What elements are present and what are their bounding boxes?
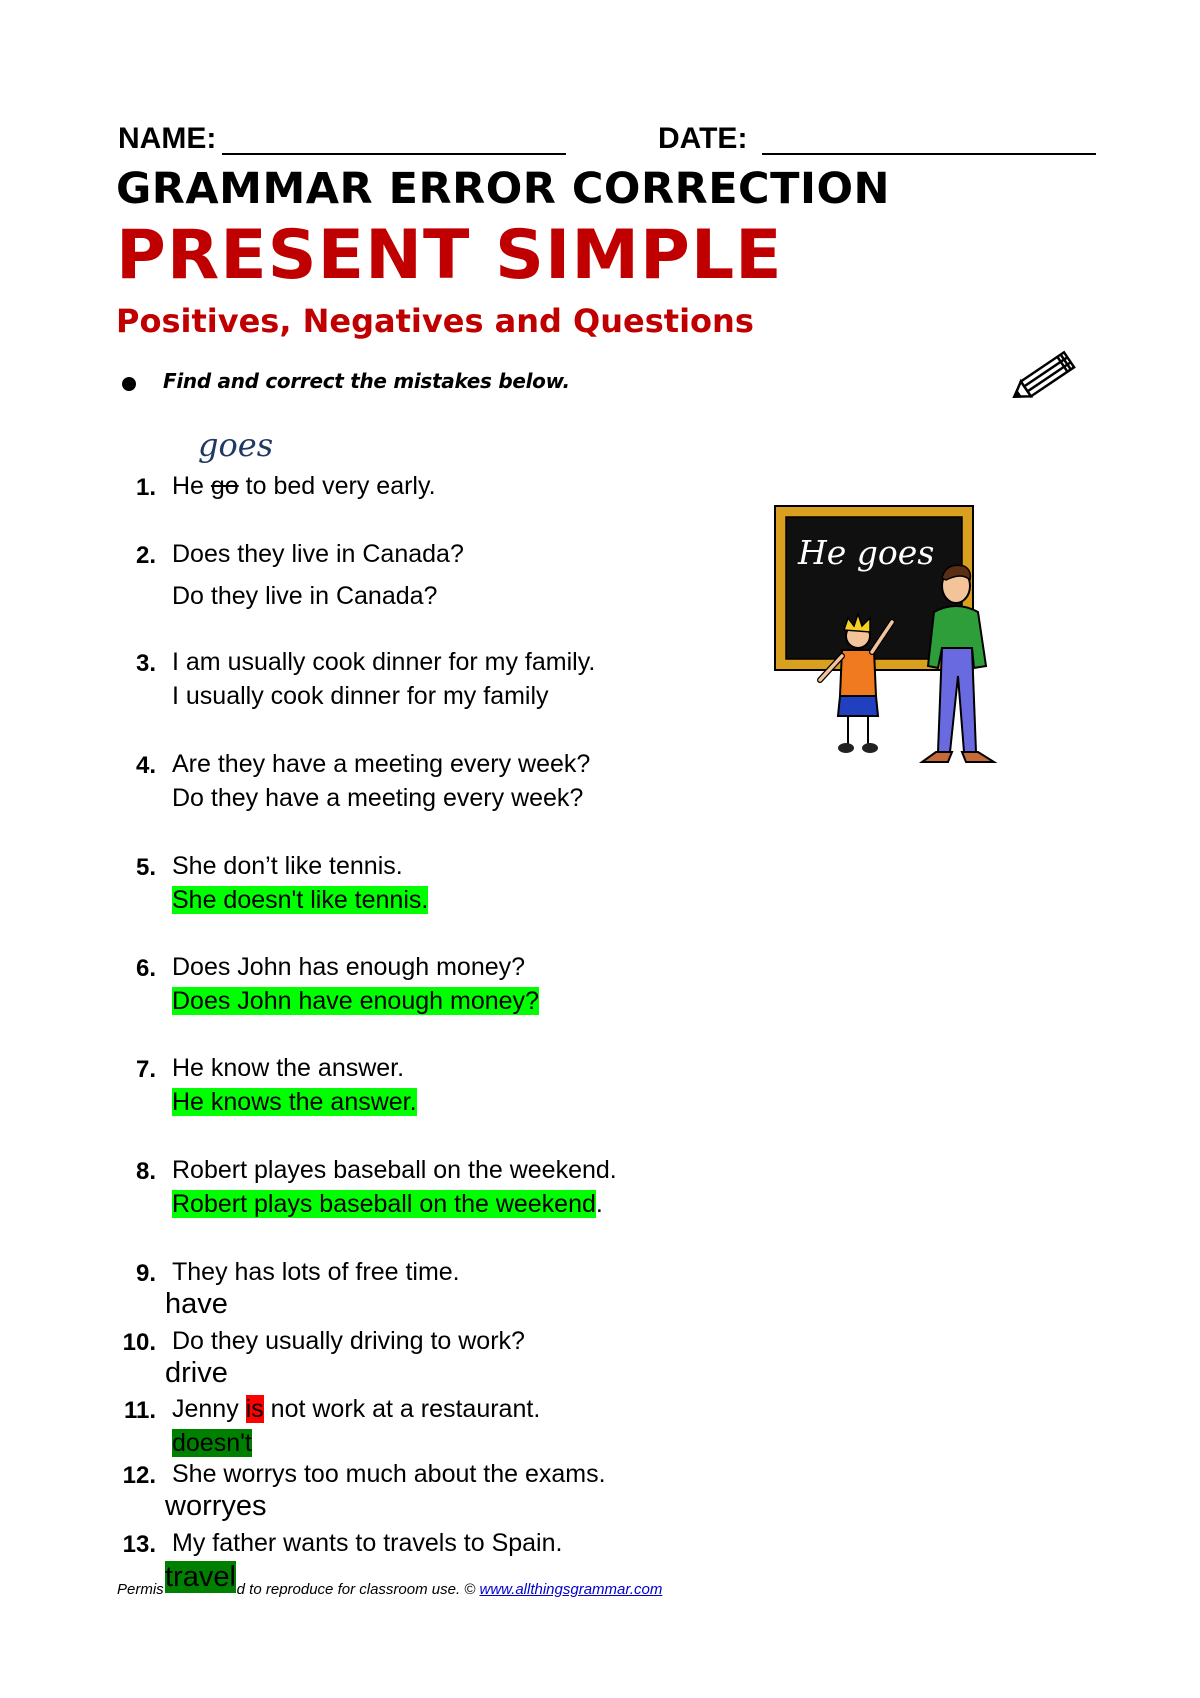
item-3-answer[interactable]: I usually cook dinner for my family	[172, 682, 549, 710]
item-4-question: Are they have a meeting every week?	[172, 750, 591, 778]
bullet-icon	[122, 377, 136, 391]
worksheet-title: GRAMMAR ERROR CORRECTION	[116, 164, 890, 214]
footer-website-link[interactable]: www.allthingsgrammar.com	[479, 1581, 663, 1598]
item-12-question: She worrys too much about the exams.	[172, 1460, 606, 1488]
item-1-handwritten-correction: goes	[198, 426, 274, 464]
item-7-answer[interactable]: He knows the answer.	[172, 1088, 417, 1116]
item-12-number: 12.	[122, 1462, 156, 1489]
item-2-answer[interactable]: Do they live in Canada?	[172, 582, 438, 610]
item-2-number: 2.	[135, 542, 156, 569]
item-11-marked-word: is	[245, 1395, 264, 1423]
item-5-question: She don’t like tennis.	[172, 852, 403, 880]
item-8-answer[interactable]: Robert plays baseball on the weekend.	[172, 1190, 603, 1218]
item-11-question: Jenny is not work at a restaurant.	[172, 1395, 541, 1423]
date-blank-line[interactable]	[762, 153, 1096, 155]
item-12-answer[interactable]: worryes	[165, 1490, 267, 1522]
item-5-number: 5.	[135, 854, 156, 881]
item-9-number: 9.	[135, 1260, 156, 1287]
date-label: DATE:	[658, 122, 748, 155]
item-1-struck-word: go	[210, 472, 239, 500]
item-10-answer[interactable]: drive	[165, 1357, 228, 1389]
name-label: NAME:	[118, 122, 217, 155]
chalkboard-text: He goes	[798, 533, 935, 572]
item-7-question: He know the answer.	[172, 1054, 405, 1082]
item-9-question: They has lots of free time.	[172, 1258, 460, 1286]
item-4-answer[interactable]: Do they have a meeting every week?	[172, 784, 584, 812]
item-10-question: Do they usually driving to work?	[172, 1327, 525, 1355]
name-blank-line[interactable]	[222, 153, 566, 155]
topic-title: PRESENT SIMPLE	[116, 216, 783, 295]
item-10-number: 10.	[122, 1329, 156, 1356]
item-5-answer[interactable]: She doesn't like tennis.	[172, 886, 429, 914]
item-6-answer[interactable]: Does John have enough money?	[172, 987, 539, 1015]
item-13-answer[interactable]: travel	[165, 1561, 236, 1593]
item-4-number: 4.	[135, 752, 156, 779]
item-7-number: 7.	[135, 1056, 156, 1083]
footer-copyright: Permis d to reproduce for classroom use. © www.allthingsgrammar.com	[117, 1581, 663, 1598]
item-3-number: 3.	[135, 650, 156, 677]
teacher-and-student-icon	[796, 556, 1006, 772]
topic-subtitle: Positives, Negatives and Questions	[116, 302, 754, 340]
item-13-number: 13.	[122, 1531, 156, 1558]
item-6-number: 6.	[135, 955, 156, 982]
item-3-question: I am usually cook dinner for my family.	[172, 648, 596, 676]
item-11-answer[interactable]: doesn't	[172, 1429, 252, 1457]
item-8-question: Robert playes baseball on the weekend.	[172, 1156, 617, 1184]
item-1-question: He go to bed very early.	[172, 472, 436, 500]
item-2-question: Does they live in Canada?	[172, 540, 464, 568]
item-1-number: 1.	[135, 474, 156, 501]
instruction-text: Find and correct the mistakes below.	[163, 369, 570, 393]
item-6-question: Does John has enough money?	[172, 953, 526, 981]
item-13-question: My father wants to travels to Spain.	[172, 1529, 563, 1557]
item-8-number: 8.	[135, 1158, 156, 1185]
item-9-answer[interactable]: have	[165, 1288, 228, 1320]
pencil-icon	[1000, 340, 1090, 412]
item-11-number: 11.	[123, 1397, 156, 1424]
